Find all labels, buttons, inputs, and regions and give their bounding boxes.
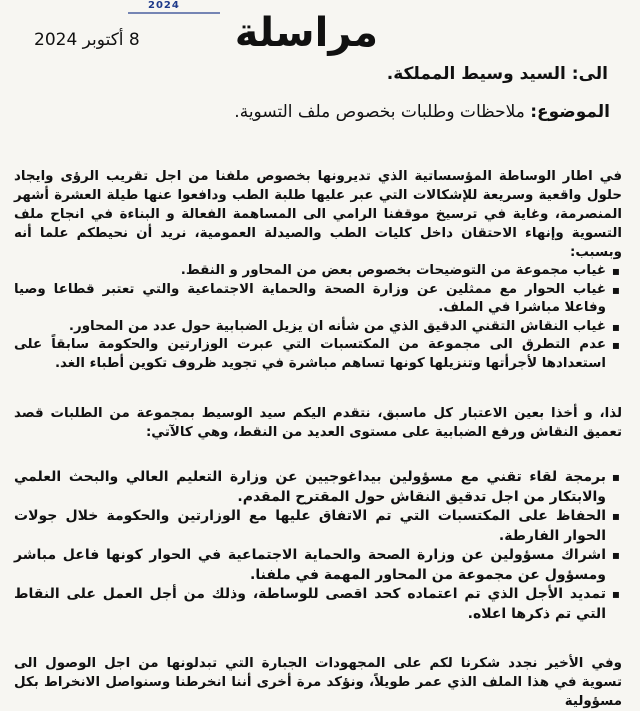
requests-list — [14, 468, 622, 624]
subject-text: ملاحظات وطلبات بخصوص ملف التسوية. — [234, 102, 531, 122]
reasons-list — [14, 262, 622, 373]
closing-paragraph: وفي الأخير نجدد شكرنا لكم على المجهودات الجبارة التي تبدلونها من اجل الوصول الى تسوية في هذا الملف الذي عمر طويلاً، ونؤكد مرة أخرى أننا انخرطنا وسنواصل الانخراط بكل مسؤولية — [14, 656, 622, 709]
subject-label: الموضوع: — [530, 102, 610, 122]
page-title: مراسلة — [234, 10, 378, 56]
list-item: ▪ الحفاظ على المكتسبات التي تم الاتفاق عليها مع الوزارتين والحكومة خلال جولات الحوار الفارطة. — [14, 507, 606, 546]
list-item: ▪ عدم التطرق الى مجموعة من المكتسبات التي عبرت الوزارتين والحكومة سابقاً على استعدادها لأجرأتها وتنزيلها كونها تساهم مباشرة في تجويد ظروف تكوين أطباء الغد. — [14, 336, 606, 373]
list-item: ▪ برمجة لقاء تقني مع مسؤولين بيداغوجيين عن وزارة التعليم العالي والبحث العلمي والابتكار من اجل تدقيق النقاش حول المقترح المقدم. — [14, 468, 606, 507]
intro-paragraph: في اطار الوساطة المؤسساتية الذي تديرونها بخصوص ملفنا من اجل تقريب الرؤى وايجاد حلول واقعية وسريعة للإشكالات التي عبر عليها طلبة الطب ودافعوا عنها طيلة العشرة أشهر المنصرمة، وغاية في ترسيخ موقفنا الرامي الى المساهمة الفعالة و البناءة في انجاح ملف التسوية وإنهاء الاحتقان داخل كليات الطب والصيدلة العمومية، نريد أن نحيطكم علما أنه وبسبب: — [14, 169, 622, 260]
requests-intro-paragraph: لذا، و أخذا بعين الاعتبار كل ماسبق، نتقدم اليكم سيد الوسيط بمجموعة من الطلبات قصد تعميق النقاش ورفع الضبابية على مستوى العديد من النقط، وهي كالآتي: — [14, 406, 622, 440]
letter-date: 8 أكتوبر 2024 — [34, 30, 140, 50]
list-item: ▪ غياب الحوار مع ممثلين عن وزارة الصحة والحماية الاجتماعية والتي تعتبر قطاعا وصيا وفاعلا مباشرا في الملف. — [14, 281, 606, 318]
list-item: ▪ تمديد الأجل الذي تم اعتماده كحد اقصى للوساطة، وذلك من أجل العمل على النقاط التي تم ذكرها اعلاه. — [14, 585, 606, 624]
list-item: ▪ غياب النقاش التقني الدقيق الذي من شأنه ان يزيل الضبابية حول عدد من المحاور. — [14, 318, 606, 337]
stamp-year: 2024 — [148, 0, 180, 11]
list-item: ▪ غياب مجموعة من التوضيحات بخصوص بعض من المحاور و النقط. — [14, 262, 606, 281]
recipient-line: الى: السيد وسيط المملكة. — [386, 64, 608, 84]
list-item: ▪ اشراك مسؤولين عن وزارة الصحة والحماية الاجتماعية في الحوار كونها فاعل مباشر ومسؤول عن مجموعة من المحاور المهمة في ملفنا. — [14, 546, 606, 585]
subject-line — [234, 102, 610, 122]
